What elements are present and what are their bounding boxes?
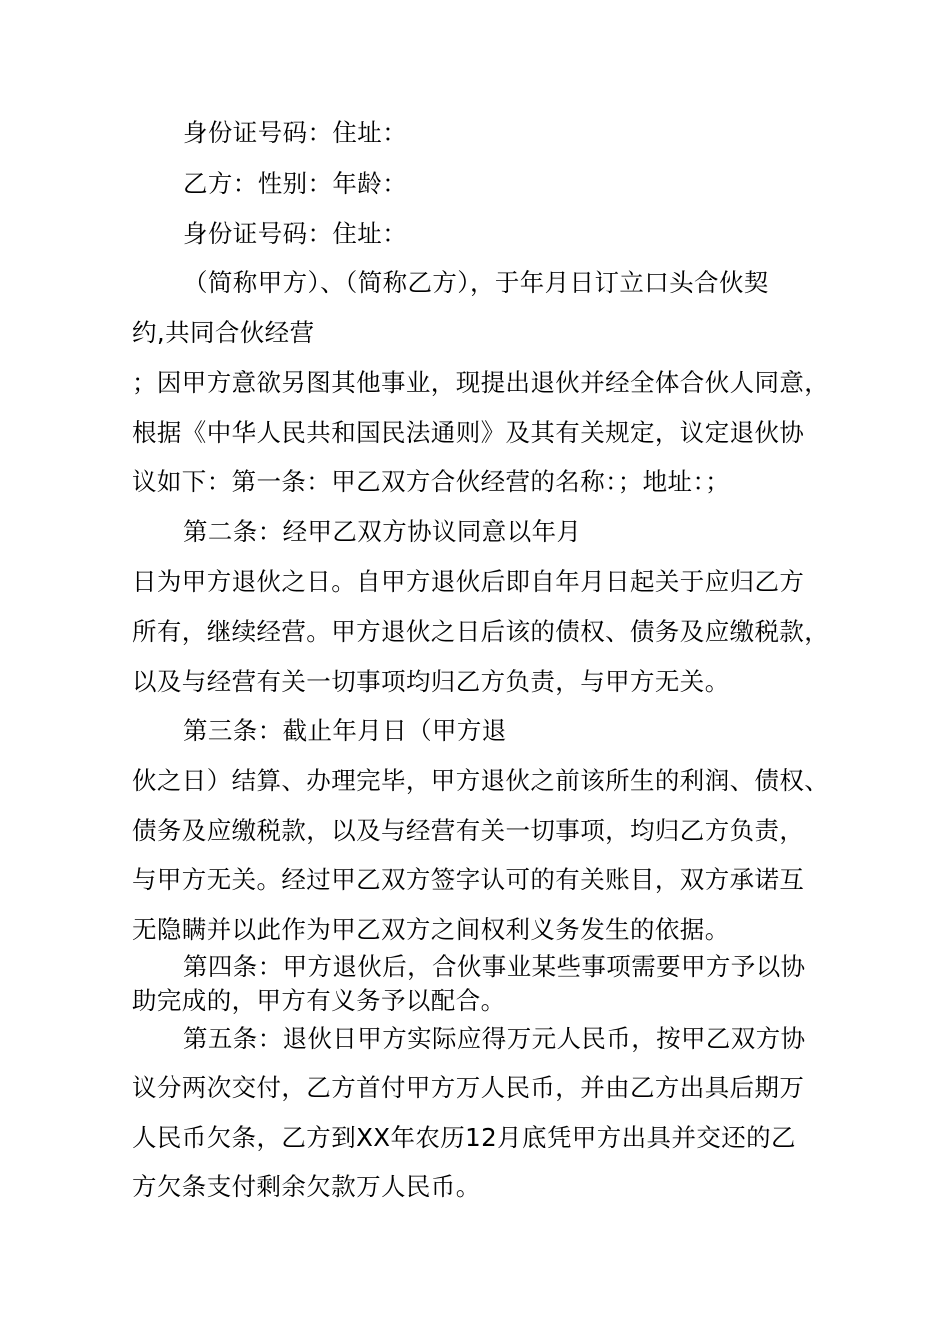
- text-line: 与甲方无关。经过甲乙双方签字认可的有关账目，双方承诺互: [132, 865, 805, 894]
- text-line: 助完成的，甲方有义务予以配合。: [132, 986, 506, 1015]
- text-line: 第二条：经甲乙双方协议同意以年月: [183, 517, 582, 546]
- text-line: 议分两次交付，乙方首付甲方万人民币，并由乙方出具后期万: [132, 1073, 805, 1102]
- text-line: 乙方：性别：年龄：: [183, 169, 408, 198]
- text-line: 方欠条支付剩余欠款万人民币。: [132, 1172, 481, 1201]
- text-line: 伙之日）结算、办理完毕，甲方退伙之前该所生的利润、债权、: [132, 766, 830, 795]
- text-line: 日为甲方退伙之日。自甲方退伙后即自年月日起关于应归乙方: [132, 567, 805, 596]
- text-line: 约,共同合伙经营: [132, 318, 315, 347]
- text-line: 身份证号码：住址：: [183, 219, 408, 248]
- text-line: 人民币欠条，乙方到XX年农历12月底凭甲方出具并交还的乙: [132, 1123, 796, 1152]
- text-line: （简称甲方）、（简称乙方），于年月日订立口头合伙契: [183, 268, 769, 297]
- text-line: 第五条：退伙日甲方实际应得万元人民币，按甲乙双方协: [183, 1024, 806, 1053]
- text-line: 所有，继续经营。甲方退伙之日后该的债权、债务及应缴税款，: [132, 617, 830, 646]
- text-line: ；因甲方意欲另图其他事业，现提出退伙并经全体合伙人同意，: [132, 368, 830, 397]
- text-line: 身份证号码：住址：: [183, 118, 408, 147]
- text-line: 无隐瞒并以此作为甲乙双方之间权利义务发生的依据。: [132, 915, 730, 944]
- text-line: 议如下：第一条：甲乙双方合伙经营的名称：；地址：；: [132, 467, 730, 496]
- text-line: 根据《中华人民共和国民法通则》及其有关规定，议定退伙协: [132, 418, 805, 447]
- text-line: 债务及应缴税款，以及与经营有关一切事项，均归乙方负责，: [132, 816, 805, 845]
- text-line: 以及与经营有关一切事项均归乙方负责，与甲方无关。: [132, 667, 730, 696]
- text-line: 第三条：截止年月日（甲方退: [183, 716, 507, 745]
- text-line: 第四条：甲方退伙后，合伙事业某些事项需要甲方予以协: [183, 952, 806, 981]
